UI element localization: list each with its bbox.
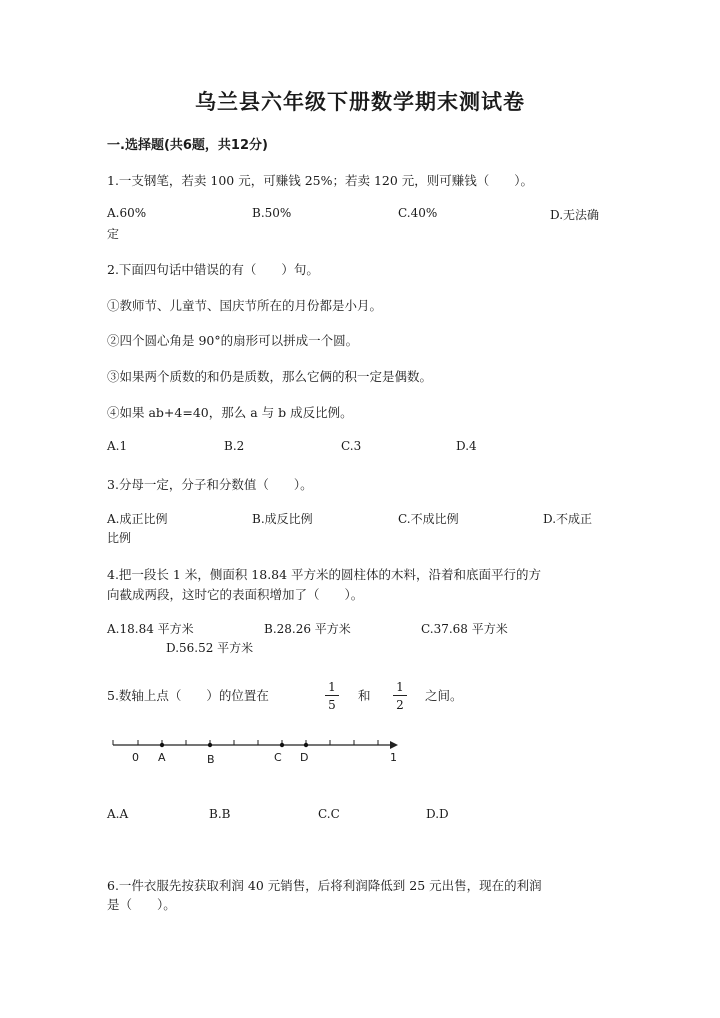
number-line-axis (110, 735, 410, 755)
q5-option-a: A.A (107, 807, 129, 821)
q2-option-d: D.4 (456, 439, 477, 453)
section-heading: 一.选择题(共6题，共12分) (107, 138, 268, 153)
q1-option-d: D.无法确 (550, 208, 600, 222)
fraction-numerator: 1 (328, 680, 336, 694)
q2-statement-2: ②四个圆心角是 90°的扇形可以拼成一个圆。 (107, 333, 359, 348)
q1-option-c: C.40% (398, 206, 438, 220)
axis-ticks (113, 740, 378, 745)
q2-option-c: C.3 (341, 439, 362, 453)
question-2-stem: 2.下面四句话中错误的有（ ）句。 (107, 262, 319, 277)
fraction-denominator: 5 (328, 698, 336, 712)
label-one: 1 (390, 751, 397, 764)
q2-statement-1: ①教师节、儿童节、国庆节所在的月份都是小月。 (107, 298, 383, 313)
q1-option-a: A.60% (107, 206, 147, 220)
q5-option-c: C.C (318, 807, 340, 821)
label-zero: 0 (132, 751, 139, 764)
page-title: 乌兰县六年级下册数学期末测试卷 (195, 90, 525, 114)
q4-option-d: D.56.52 平方米 (166, 641, 254, 655)
q5-option-b: B.B (209, 807, 231, 821)
point-c (280, 743, 284, 747)
question-3-stem: 3.分母一定，分子和分数值（ ）。 (107, 477, 313, 492)
q3-option-c: C.不成比例 (398, 512, 459, 526)
q3-option-b: B.成反比例 (252, 512, 313, 526)
fraction-denominator: 2 (396, 698, 404, 712)
point-b (208, 743, 212, 747)
q1-option-b: B.50% (252, 206, 292, 220)
point-a (160, 743, 164, 747)
q4-option-b: B.28.26 平方米 (264, 622, 351, 636)
question-6-stem-line-1: 6.一件衣服先按获取利润 40 元销售，后将利润降低到 25 元出售，现在的利润 (107, 878, 542, 893)
fraction-bar (393, 695, 407, 696)
fraction-numerator: 1 (396, 680, 404, 694)
fraction-one-half (393, 680, 407, 712)
question-1-stem: 1.一支钢笔，若卖 100 元，可赚钱 25%；若卖 120 元，则可赚钱（ ）。 (107, 173, 534, 188)
q3-option-a: A.成正比例 (107, 512, 168, 526)
point-d (304, 743, 308, 747)
q4-option-a: A.18.84 平方米 (107, 622, 194, 636)
fraction-one-fifth (325, 680, 339, 712)
q2-statement-3: ③如果两个质数的和仍是质数，那么它俩的积一定是偶数。 (107, 369, 433, 384)
fraction-bar (325, 695, 339, 696)
label-d: D (300, 751, 309, 764)
question-6-stem-line-2: 是（ ）。 (107, 897, 176, 912)
q5-option-d: D.D (426, 807, 449, 821)
q3-option-d: D.不成正 (543, 512, 593, 526)
question-5-stem-part-1: 5.数轴上点（ ）的位置在 (107, 688, 269, 703)
question-4-stem-line-2: 向截成两段，这时它的表面积增加了（ ）。 (107, 587, 364, 602)
q2-statement-4: ④如果 ab+4=40，那么 a 与 b 成反比例。 (107, 405, 353, 420)
q3-option-d-wrap: 比例 (107, 531, 132, 545)
question-4-stem-line-1: 4.把一段长 1 米，侧面积 18.84 平方米的圆柱体的木料，沿着和底面平行的方 (107, 567, 542, 582)
question-5-stem-part-2: 之间。 (425, 688, 463, 703)
q2-option-a: A.1 (107, 439, 128, 453)
q4-option-c: C.37.68 平方米 (421, 622, 508, 636)
question-5-stem-and: 和 (358, 688, 371, 703)
label-b: B (207, 753, 215, 766)
q2-option-b: B.2 (224, 439, 245, 453)
label-a: A (158, 751, 166, 764)
label-c: C (274, 751, 282, 764)
q1-option-d-wrap: 定 (107, 227, 120, 241)
axis-arrow (390, 741, 398, 749)
